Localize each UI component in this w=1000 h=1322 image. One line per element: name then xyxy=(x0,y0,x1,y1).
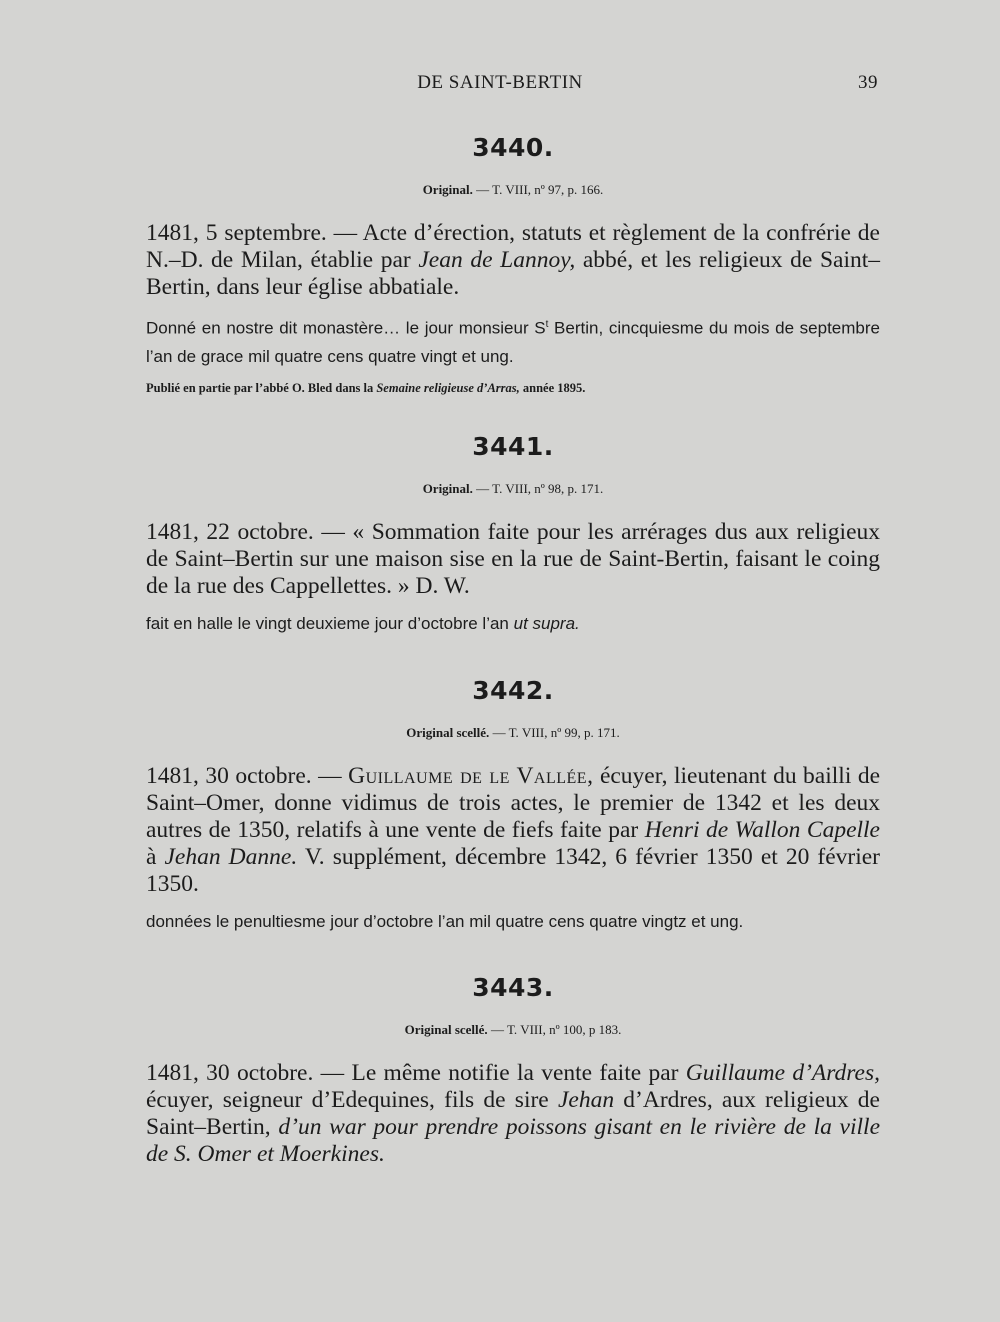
entry-number: 3441. xyxy=(472,432,554,461)
source-ref: — T. VIII, nº 99, p. 171. xyxy=(492,725,620,740)
source-ref: — T. VIII, nº 98, p. 171. xyxy=(476,481,604,496)
entry-summary: 1481, 30 octobre. — Guillaume de le Vallée, écuyer, lieutenant du bailli de Saint–Omer, donne vidimus de trois actes, le premier de 1342 et les deux autres de 1350, relatifs à une vente de fiefs faite par Henri de Wallon Capelle à Jehan Danne. V. supplément, décembre 1342, 6 février 1350 et 20 février 1350. xyxy=(146,763,881,897)
entry-summary: 1481, 22 octobre. — « Sommation faite pour les arrérages dus aux religieux de Saint–Bertin sur une maison sise en la rue de Saint-Bertin, faisant le coing de la rue des Cappellettes. » D. W. xyxy=(146,519,880,599)
publication-note: Publié en partie par l’abbé O. Bled dans la Semaine religieuse d’Arras, année 1895. xyxy=(146,380,586,395)
source-label: Original scellé. xyxy=(404,1022,488,1037)
source-reference xyxy=(146,725,880,741)
running-title: DE SAINT-BERTIN xyxy=(417,72,583,93)
source-ref: — T. VIII, nº 100, p 183. xyxy=(490,1022,622,1037)
father-name: Jehan xyxy=(557,1087,615,1113)
running-header xyxy=(0,72,1000,98)
person-name: Jean de Lannoy, xyxy=(418,247,576,273)
entry-number: 3440. xyxy=(472,133,554,162)
source-label: Original. xyxy=(422,182,473,197)
entry-number: 3443. xyxy=(472,973,554,1002)
object-description: d’un war pour prendre poissons gisant en le rivière de la ville de S. Omer et Moerkines. xyxy=(146,1114,880,1167)
source-reference xyxy=(146,182,880,198)
seller-name: Henri de Wallon Capelle xyxy=(644,817,880,843)
entry-quote: fait en halle le vingt deuxieme jour d’octobre l’an ut supra. xyxy=(146,614,580,633)
publication-title: Semaine religieuse d’Arras, xyxy=(376,380,520,395)
entry-number: 3442. xyxy=(472,676,554,705)
entry-3443 xyxy=(146,973,880,1168)
source-ref: — T. VIII, nº 97, p. 166. xyxy=(476,182,604,197)
source-reference xyxy=(146,481,880,497)
entry-3442 xyxy=(146,676,880,936)
person-name: Guillaume de le Vallée, xyxy=(348,763,594,789)
entry-3440 xyxy=(146,133,880,396)
buyer-name: Jehan Danne. xyxy=(164,844,298,870)
entry-quote: Donné en nostre dit monastère… le jour monsieur $S^t$ Bertin, cincquiesme du mois de septembre l’an de grace mil quatre cens quatre vingt et ung. xyxy=(146,318,880,366)
entry-quote: données le penultiesme jour d’octobre l’an mil quatre cens quatre vingtz et ung. xyxy=(146,912,744,931)
source-reference xyxy=(146,1022,880,1038)
page-number: 39 xyxy=(858,72,878,93)
person-name: Guillaume d’Ardres, xyxy=(685,1060,880,1086)
entry-summary: 1481, 5 septembre. — Acte d’érection, statuts et règlement de la confrérie de N.–D. de Milan, établie par Jean de Lannoy, abbé, et les religieux de Saint–Bertin, dans leur église abbatiale. xyxy=(146,220,881,300)
entry-summary: 1481, 30 octobre. — Le même notifie la vente faite par Guillaume d’Ardres, écuyer, seigneur d’Edequines, fils de sire Jehan d’Ardres, aux religieux de Saint–Bertin, d’un war pour prendre poissons gisant en le rivière de la ville de S. Omer et Moerkines. xyxy=(146,1060,880,1167)
entry-3441 xyxy=(146,432,880,638)
source-label: Original scellé. xyxy=(406,725,490,740)
source-label: Original. xyxy=(422,481,473,496)
